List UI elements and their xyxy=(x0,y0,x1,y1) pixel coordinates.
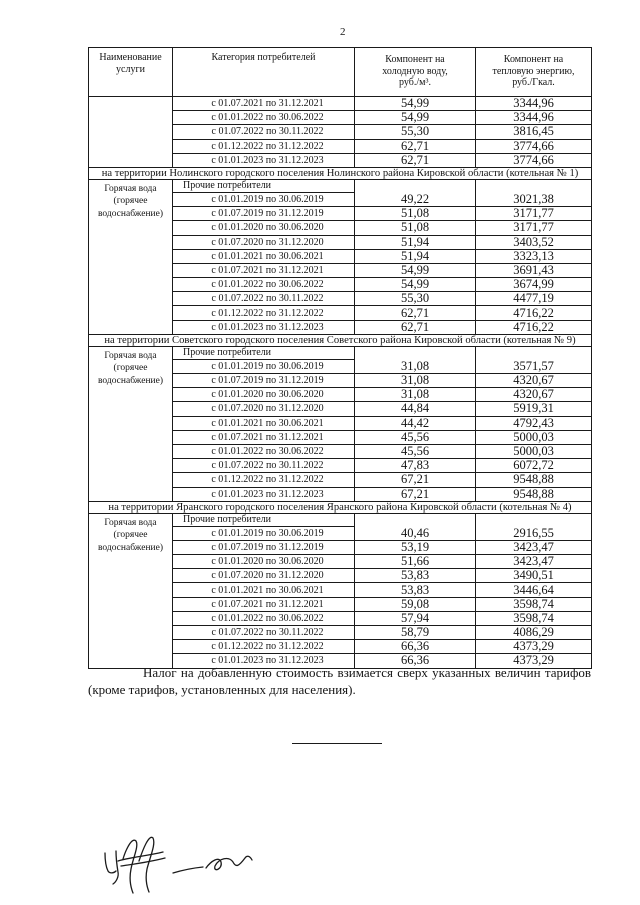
handwritten-signatures xyxy=(95,825,260,900)
header-cold-water-line: Компонент на xyxy=(385,54,445,65)
territory-row xyxy=(89,501,592,513)
signature-stroke xyxy=(139,837,154,892)
signature-initials xyxy=(105,837,165,893)
header-consumer-category-text: Категория потребителей xyxy=(211,52,316,63)
cold-water-value: 55,30 xyxy=(355,125,476,139)
cold-water-value: 53,83 xyxy=(355,583,476,597)
period-cell: с 01.01.2021 по 30.06.2021 xyxy=(173,583,355,597)
header-cold-water-component xyxy=(355,48,476,97)
cold-water-value: 54,99 xyxy=(355,263,476,277)
heat-energy-value: 4477,19 xyxy=(476,292,592,306)
heat-energy-value: 3598,74 xyxy=(476,611,592,625)
heat-energy-value: 5000,03 xyxy=(476,430,592,444)
heat-energy-value: 4373,29 xyxy=(476,640,592,654)
period-cell: с 01.07.2022 по 30.11.2022 xyxy=(173,459,355,473)
heat-energy-value: 4320,67 xyxy=(476,388,592,402)
heat-energy-value: 5000,03 xyxy=(476,444,592,458)
period-cell: с 01.01.2022 по 30.06.2022 xyxy=(173,444,355,458)
cold-water-value: 67,21 xyxy=(355,473,476,487)
cold-water-value: 55,30 xyxy=(355,292,476,306)
heat-energy-value: 5919,31 xyxy=(476,402,592,416)
period-cell: с 01.01.2019 по 30.06.2019 xyxy=(173,526,355,540)
heat-energy-value: 6072,72 xyxy=(476,459,592,473)
table-body xyxy=(89,97,592,669)
heat-energy-value: 3816,45 xyxy=(476,125,592,139)
heat-energy-value: 3423,47 xyxy=(476,540,592,554)
period-cell: с 01.01.2023 по 31.12.2023 xyxy=(173,487,355,501)
period-cell: с 01.01.2020 по 30.06.2020 xyxy=(173,221,355,235)
heat-energy-value: 3691,43 xyxy=(476,263,592,277)
cold-water-value: 44,42 xyxy=(355,416,476,430)
period-cell: с 01.01.2023 по 31.12.2023 xyxy=(173,153,355,167)
period-cell: с 01.07.2019 по 31.12.2019 xyxy=(173,540,355,554)
period-cell: с 01.07.2020 по 31.12.2020 xyxy=(173,402,355,416)
tariff-table xyxy=(88,47,592,669)
cold-water-value: 54,99 xyxy=(355,278,476,292)
cold-water-value: 66,36 xyxy=(355,654,476,668)
cold-water-value: 62,71 xyxy=(355,306,476,320)
period-cell: с 01.07.2021 по 31.12.2021 xyxy=(173,597,355,611)
period-cell: с 01.01.2022 по 30.06.2022 xyxy=(173,278,355,292)
heat-energy-value: 3344,96 xyxy=(476,97,592,111)
heat-energy-value: 3171,77 xyxy=(476,207,592,221)
cold-water-value: 45,56 xyxy=(355,444,476,458)
cold-water-value: 67,21 xyxy=(355,487,476,501)
period-cell: с 01.01.2020 по 30.06.2020 xyxy=(173,555,355,569)
period-cell: с 01.07.2021 по 31.12.2021 xyxy=(173,263,355,277)
period-cell: с 01.12.2022 по 31.12.2022 xyxy=(173,139,355,153)
consumer-category-row xyxy=(89,346,592,359)
heat-energy-value: 3171,77 xyxy=(476,221,592,235)
period-cell: с 01.01.2020 по 30.06.2020 xyxy=(173,388,355,402)
cold-water-value: 66,36 xyxy=(355,640,476,654)
heat-energy-value: 3674,99 xyxy=(476,278,592,292)
heat-energy-value: 9548,88 xyxy=(476,473,592,487)
cold-water-value: 51,94 xyxy=(355,235,476,249)
table-header xyxy=(89,48,592,97)
period-cell: с 01.01.2021 по 30.06.2021 xyxy=(173,416,355,430)
signature-stroke xyxy=(123,840,137,893)
period-cell: с 01.12.2022 по 31.12.2022 xyxy=(173,640,355,654)
header-heat-energy-line: руб./Гкал. xyxy=(512,77,555,88)
cold-water-value: 59,08 xyxy=(355,597,476,611)
table-row xyxy=(89,97,592,111)
cold-water-value: 62,71 xyxy=(355,153,476,167)
period-cell: с 01.12.2022 по 31.12.2022 xyxy=(173,306,355,320)
cold-water-value: 51,66 xyxy=(355,555,476,569)
heat-energy-value: 3403,52 xyxy=(476,235,592,249)
heat-energy-value: 3774,66 xyxy=(476,153,592,167)
heat-energy-value: 4373,29 xyxy=(476,654,592,668)
heat-energy-value: 3021,38 xyxy=(476,179,592,206)
period-cell: с 01.07.2020 по 31.12.2020 xyxy=(173,569,355,583)
consumer-category-cell: Прочие потребители xyxy=(173,179,355,192)
period-cell: с 01.01.2021 по 30.06.2021 xyxy=(173,249,355,263)
period-cell: с 01.07.2021 по 31.12.2021 xyxy=(173,430,355,444)
territory-row xyxy=(89,334,592,346)
cold-water-value: 62,71 xyxy=(355,320,476,334)
cold-water-value: 31,08 xyxy=(355,374,476,388)
period-cell: с 01.07.2021 по 31.12.2021 xyxy=(173,97,355,111)
heat-energy-value: 3598,74 xyxy=(476,597,592,611)
header-heat-energy-line: тепловую энергию, xyxy=(492,65,575,77)
heat-energy-value: 4716,22 xyxy=(476,306,592,320)
cold-water-value: 49,22 xyxy=(355,179,476,206)
heat-energy-value: 4320,67 xyxy=(476,374,592,388)
signature-stroke xyxy=(105,851,118,884)
cold-water-value: 51,08 xyxy=(355,207,476,221)
header-service-name-text: Наименование услуги xyxy=(99,52,162,75)
cold-water-value: 62,71 xyxy=(355,139,476,153)
period-cell: с 01.07.2019 по 31.12.2019 xyxy=(173,207,355,221)
territory-row xyxy=(89,167,592,179)
page-number: 2 xyxy=(340,26,346,38)
cold-water-value: 40,46 xyxy=(355,513,476,540)
cold-water-value: 51,08 xyxy=(355,221,476,235)
consumer-category-cell: Прочие потребители xyxy=(173,346,355,359)
heat-energy-value: 3446,64 xyxy=(476,583,592,597)
header-consumer-category xyxy=(173,48,355,97)
period-cell: с 01.12.2022 по 31.12.2022 xyxy=(173,473,355,487)
header-cold-water-line: руб./м³. xyxy=(399,77,431,88)
cold-water-value: 31,08 xyxy=(355,346,476,373)
service-name-cell: Горячая вода (горячее водоснабжение) xyxy=(89,346,173,501)
cold-water-value: 54,99 xyxy=(355,97,476,111)
territory-heading: на территории Яранского городского поселения Яранского района Кировской области (котельная № 4) xyxy=(89,501,592,513)
header-heat-energy-component xyxy=(476,48,592,97)
cold-water-value: 51,94 xyxy=(355,249,476,263)
cold-water-value: 47,83 xyxy=(355,459,476,473)
period-cell: с 01.01.2019 по 30.06.2019 xyxy=(173,192,355,206)
service-name-cell: Горячая вода (горячее водоснабжение) xyxy=(89,179,173,334)
heat-energy-value: 3323,13 xyxy=(476,249,592,263)
heat-energy-value: 3344,96 xyxy=(476,111,592,125)
cold-water-value: 45,56 xyxy=(355,430,476,444)
period-cell: с 01.07.2022 по 30.11.2022 xyxy=(173,292,355,306)
heat-energy-value: 3423,47 xyxy=(476,555,592,569)
heat-energy-value: 3571,57 xyxy=(476,346,592,373)
service-name-cell: Горячая вода (горячее водоснабжение) xyxy=(89,513,173,668)
header-cold-water-line: холодную воду, xyxy=(382,65,448,77)
signature-stroke xyxy=(173,867,203,873)
separator-line xyxy=(292,743,382,744)
heat-energy-value: 9548,88 xyxy=(476,487,592,501)
cold-water-value: 54,99 xyxy=(355,111,476,125)
territory-heading: на территории Советского городского поселения Советского района Кировской области (котельная № 9) xyxy=(89,334,592,346)
heat-energy-value: 4792,43 xyxy=(476,416,592,430)
heat-energy-value: 4716,22 xyxy=(476,320,592,334)
period-cell: с 01.01.2022 по 30.06.2022 xyxy=(173,111,355,125)
header-heat-energy-line: Компонент на xyxy=(503,54,564,65)
vat-note: Налог на добавленную стоимость взимается сверх указанных величин тарифов (кроме тарифов, установленных для населения). xyxy=(88,665,591,697)
period-cell: с 01.07.2022 по 30.11.2022 xyxy=(173,125,355,139)
consumer-category-cell: Прочие потребители xyxy=(173,513,355,526)
signature xyxy=(173,856,252,873)
service-name-cell-continued xyxy=(89,97,173,168)
period-cell: с 01.07.2020 по 31.12.2020 xyxy=(173,235,355,249)
period-cell: с 01.01.2019 по 30.06.2019 xyxy=(173,359,355,373)
cold-water-value: 53,19 xyxy=(355,540,476,554)
heat-energy-value: 3490,51 xyxy=(476,569,592,583)
cold-water-value: 44,84 xyxy=(355,402,476,416)
heat-energy-value: 2916,55 xyxy=(476,513,592,540)
heat-energy-value: 3774,66 xyxy=(476,139,592,153)
consumer-category-row xyxy=(89,179,592,192)
period-cell: с 01.01.2023 по 31.12.2023 xyxy=(173,654,355,668)
cold-water-value: 57,94 xyxy=(355,611,476,625)
header-service-name xyxy=(89,48,173,97)
cold-water-value: 53,83 xyxy=(355,569,476,583)
signature-stroke xyxy=(206,856,252,869)
cold-water-value: 31,08 xyxy=(355,388,476,402)
table-header-row xyxy=(89,48,592,97)
heat-energy-value: 4086,29 xyxy=(476,626,592,640)
consumer-category-row xyxy=(89,513,592,526)
period-cell: с 01.01.2023 по 31.12.2023 xyxy=(173,320,355,334)
period-cell: с 01.01.2022 по 30.06.2022 xyxy=(173,611,355,625)
period-cell: с 01.07.2022 по 30.11.2022 xyxy=(173,626,355,640)
period-cell: с 01.07.2019 по 31.12.2019 xyxy=(173,374,355,388)
territory-heading: на территории Нолинского городского поселения Нолинского района Кировской области (котельная № 1) xyxy=(89,167,592,179)
cold-water-value: 58,79 xyxy=(355,626,476,640)
